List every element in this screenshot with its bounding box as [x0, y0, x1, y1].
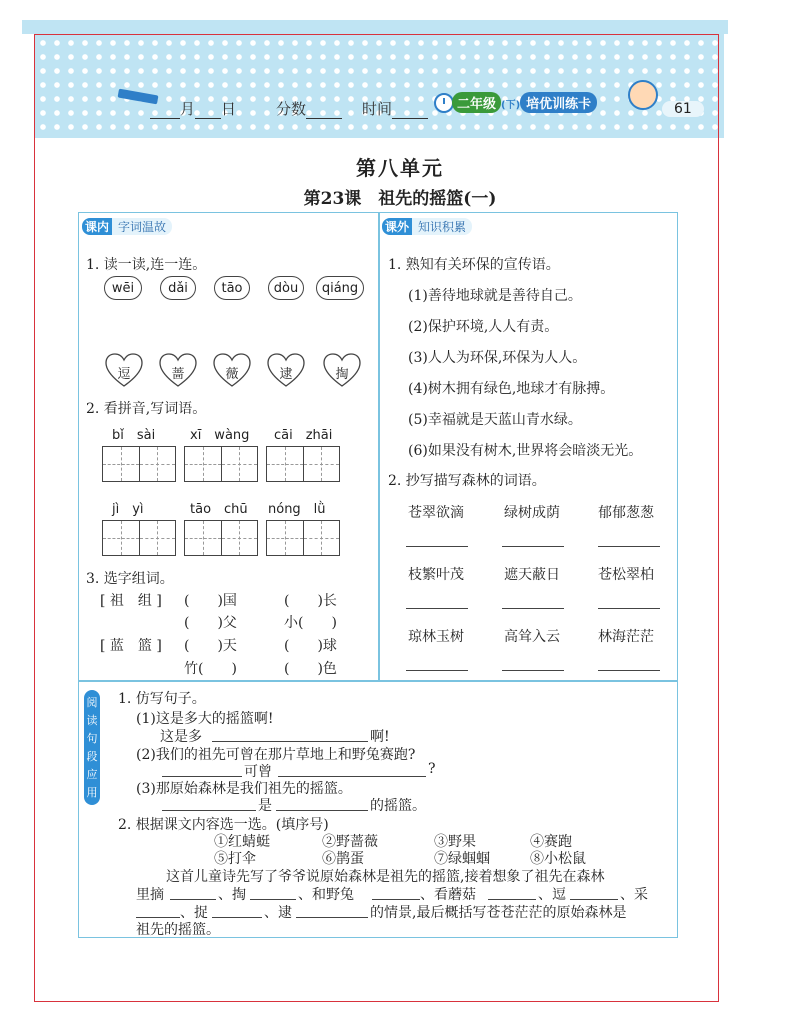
slogan: (6)如果没有树木,世界将会暗淡无光。 [408, 443, 643, 459]
left-q3: 3. 选字组词。 [86, 571, 174, 587]
sentence-prefix: 是 [258, 798, 272, 814]
passage-fragment: 、捉 [180, 905, 208, 921]
time-line [362, 98, 428, 119]
fill-blank[interactable]: ( )长 [284, 593, 337, 609]
passage-fragment: 的情景,最后概括写苍苍茫茫的原始森林是 [370, 905, 627, 921]
left-tag-a: 课内 [82, 218, 112, 235]
answer-line[interactable] [406, 670, 468, 671]
unit-title: 第八单元 [356, 156, 444, 180]
pinyin-pill: tāo [214, 276, 250, 300]
fill-blank[interactable]: 竹( ) [184, 661, 237, 677]
idiom: 郁郁葱葱 [598, 505, 654, 521]
writing-grid[interactable] [184, 446, 258, 482]
time-label: 时间 [362, 100, 393, 118]
heart-card [158, 352, 198, 388]
right-q1: 1. 熟知有关环保的宣传语。 [388, 257, 560, 273]
option: ⑧小松鼠 [530, 851, 586, 867]
pinyin-pill: qiáng [316, 276, 364, 300]
sentence-suffix: ? [428, 761, 436, 777]
writing-grid[interactable] [266, 446, 340, 482]
heart-char: 逮 [279, 367, 293, 382]
heart-card [266, 352, 306, 388]
bottom-q2: 2. 根据课文内容选一选。(填序号) [118, 817, 329, 833]
char-group: [ 祖 组 ] [100, 593, 162, 609]
pinyin-label: jì yì [112, 502, 144, 517]
option: ③野果 [434, 834, 476, 850]
answer-line[interactable] [162, 776, 242, 777]
right-section-tag [382, 218, 472, 235]
bottom-tag-label: 阅读句段应用 [86, 696, 98, 799]
heart-char: 薇 [225, 367, 239, 382]
answer-line[interactable] [372, 899, 420, 900]
fill-blank[interactable]: ( )国 [184, 593, 237, 609]
header-band-top [22, 20, 728, 34]
bottom-section-tag [84, 690, 100, 805]
sentence-model: (2)我们的祖先可曾在那片草地上和野兔赛跑? [136, 747, 416, 763]
writing-grid[interactable] [102, 446, 176, 482]
passage-fragment: 、和野兔 [298, 887, 354, 903]
heart-char: 掏 [335, 367, 349, 382]
pinyin-label: bǐ sài [112, 428, 156, 443]
score-line [276, 98, 342, 119]
left-q2: 2. 看拼音,写词语。 [86, 401, 207, 417]
passage-line: 这首儿童诗先写了爷爷说原始森林是祖先的摇篮,接着想象了祖先在森林 [166, 869, 605, 885]
clock-icon [434, 93, 454, 113]
pinyin-label: xī wàng [190, 428, 250, 443]
brand-banner [452, 92, 597, 113]
idiom: 枝繁叶茂 [408, 567, 464, 583]
answer-line[interactable] [250, 899, 296, 900]
idiom: 绿树成荫 [504, 505, 560, 521]
right-q2: 2. 抄写描写森林的词语。 [388, 473, 546, 489]
fill-blank[interactable]: 小( ) [284, 615, 337, 631]
left-section-tag [82, 218, 172, 235]
answer-line[interactable] [502, 670, 564, 671]
pinyin-pill: wēi [104, 276, 142, 300]
answer-line[interactable] [212, 917, 262, 918]
sentence-prefix: 这是多 [160, 729, 202, 745]
answer-line[interactable] [296, 917, 368, 918]
option: ⑦绿蝈蝈 [434, 851, 490, 867]
pinyin-pill: dòu [268, 276, 304, 300]
passage-fragment: 、逗 [538, 887, 566, 903]
sentence-suffix: 的摇篮。 [370, 798, 426, 814]
sentence-model: (1)这是多大的摇篮啊! [136, 711, 274, 727]
writing-grid[interactable] [266, 520, 340, 556]
slogan: (5)幸福就是天蓝山青水绿。 [408, 412, 582, 428]
semester-label: (下) [501, 100, 521, 111]
fill-blank[interactable]: ( )父 [184, 615, 237, 631]
writing-grid[interactable] [102, 520, 176, 556]
sentence-prefix: 可曾 [244, 764, 272, 780]
fill-blank[interactable]: ( )色 [284, 661, 337, 677]
lesson-title: 第23课 祖先的摇篮(一) [303, 189, 497, 209]
answer-line[interactable] [598, 670, 660, 671]
heart-char: 蔷 [171, 367, 185, 382]
pinyin-label: tāo chū [190, 502, 248, 517]
slogan: (2)保护环境,人人有责。 [408, 319, 559, 335]
option: ②野蔷薇 [322, 834, 378, 850]
answer-line[interactable] [598, 546, 660, 547]
passage-fragment: 、掏 [218, 887, 246, 903]
fill-blank[interactable]: ( )天 [184, 638, 237, 654]
day-label: 日 [221, 100, 237, 118]
heart-card [212, 352, 252, 388]
idiom: 遮天蔽日 [504, 567, 560, 583]
answer-line[interactable] [488, 899, 536, 900]
answer-line[interactable] [162, 810, 256, 811]
left-q1: 1. 读一读,连一连。 [86, 257, 207, 273]
passage-fragment: 、采 [620, 887, 648, 903]
heart-char: 逗 [117, 367, 131, 382]
char-group: [ 蓝 篮 ] [100, 638, 162, 654]
month-label: 月 [180, 100, 196, 118]
answer-line[interactable] [406, 608, 468, 609]
fill-blank[interactable]: ( )球 [284, 638, 337, 654]
brand-title: 培优训练卡 [520, 92, 597, 113]
answer-line[interactable] [502, 546, 564, 547]
answer-line[interactable] [570, 899, 618, 900]
sentence-suffix: 啊! [370, 729, 390, 745]
slogan: (4)树木拥有绿色,地球才有脉搏。 [408, 381, 615, 397]
answer-line[interactable] [278, 776, 426, 777]
answer-line[interactable] [502, 608, 564, 609]
answer-line[interactable] [212, 741, 368, 742]
idiom: 林海茫茫 [598, 629, 654, 645]
heart-card [322, 352, 362, 388]
option: ⑤打伞 [214, 851, 256, 867]
idiom: 苍翠欲滴 [408, 505, 464, 521]
pinyin-label: nóng lǜ [268, 502, 326, 517]
pinyin-label: cāi zhāi [274, 428, 333, 443]
pinyin-pill: dǎi [160, 276, 196, 300]
slogan: (1)善待地球就是善待自己。 [408, 288, 582, 304]
option: ①红蜻蜓 [214, 834, 270, 850]
answer-line[interactable] [598, 608, 660, 609]
mascot-icon [628, 80, 658, 110]
left-tag-b: 字词温故 [112, 218, 172, 235]
option: ⑥鹊蛋 [322, 851, 364, 867]
idiom: 高耸入云 [504, 629, 560, 645]
writing-grid[interactable] [184, 520, 258, 556]
date-line [150, 98, 236, 119]
idiom: 琼林玉树 [408, 629, 464, 645]
slogan: (3)人人为环保,环保为人人。 [408, 350, 587, 366]
answer-line[interactable] [136, 917, 180, 918]
score-label: 分数 [276, 100, 307, 118]
answer-line[interactable] [406, 546, 468, 547]
passage-line: 祖先的摇篮。 [136, 922, 220, 938]
heart-card [104, 352, 144, 388]
right-tag-b: 知识积累 [412, 218, 472, 235]
passage-fragment: 、看蘑菇 [420, 887, 476, 903]
bottom-q1: 1. 仿写句子。 [118, 691, 206, 707]
page-number: 61 [662, 101, 704, 117]
answer-line[interactable] [170, 899, 216, 900]
passage-fragment: 里摘 [136, 887, 164, 903]
idiom: 苍松翠柏 [598, 567, 654, 583]
sentence-model: (3)那原始森林是我们祖先的摇篮。 [136, 781, 352, 797]
grade-badge: 二年级 [452, 92, 501, 113]
right-tag-a: 课外 [382, 218, 412, 235]
passage-fragment: 、逮 [264, 905, 292, 921]
option: ④赛跑 [530, 834, 572, 850]
answer-line[interactable] [276, 810, 368, 811]
